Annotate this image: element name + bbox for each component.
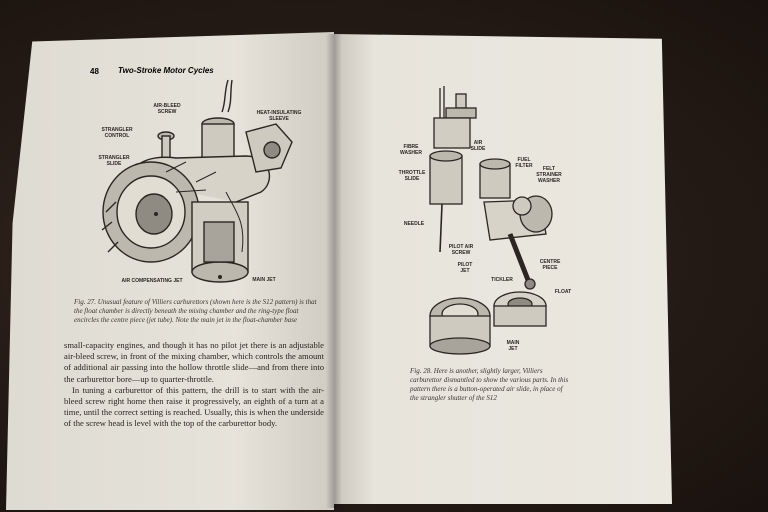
label-throttle-slide: THROTTLE SLIDE — [398, 170, 426, 182]
label-strangler-control: STRANGLER CONTROL — [101, 127, 133, 139]
label-air-slide: AIR SLIDE — [470, 140, 486, 152]
label-pilot-air-screw: PILOT AIR SCREW — [448, 244, 474, 256]
label-needle: NEEDLE — [403, 221, 425, 227]
label-fuel-filter: FUEL FILTER — [515, 157, 533, 169]
label-pilot-jet: PILOT JET — [457, 262, 473, 274]
figure-27-caption: Fig. 27. Unusual feature of Villiers carburettors (shown here is the S12 pattern) is that the float chamber is directly beneath the mixing chamber and the ring-type float encircles the centre piece (jet tube). Note the main jet in the float-chamber base — [74, 298, 317, 324]
paragraph-1: small-capacity engines, and though it has no pilot jet there is an adjustable air-bleed screw, in front of the mixing chamber, which controls the amount of additional air passing into the hollow throttle slide—and from there into the carburettor bore—up to quarter-throttle. — [64, 340, 324, 384]
paragraph-2: In tuning a carburettor of this pattern, the drill is to start with the air-bleed screw right home then raise it progressively, an eighth of a turn at a time, until the correct setting is reached. Usually, this is when the underside of the screw head is level with the top of the carburettor body. — [64, 384, 324, 429]
book-gutter — [326, 34, 342, 508]
label-fibre-washer: FIBRE WASHER — [400, 144, 422, 156]
page-number: 48 — [90, 67, 99, 76]
left-page-body-text — [64, 340, 324, 430]
label-strangler-slide: STRANGLER SLIDE — [98, 155, 130, 167]
label-felt-strainer-washer: FELT STRAINER WASHER — [536, 166, 562, 184]
label-centre-piece: CENTRE PIECE — [539, 259, 561, 271]
label-main-jet-fig28: MAIN JET — [506, 340, 520, 352]
running-title: Two-Stroke Motor Cycles — [118, 66, 214, 75]
label-air-bleed-screw: AIR-BLEED SCREW — [153, 103, 181, 115]
label-tickler: TICKLER — [491, 277, 513, 283]
figure-28-caption: Fig. 28. Here is another, slightly larger, Villiers carburettor dismantled to show the various parts. In this pattern there is a button-operated air slide, in place of the strangler shutter of the S12 — [410, 367, 569, 402]
label-float: FLOAT — [554, 289, 572, 295]
label-air-compensating-jet: AIR COMPENSATING JET — [121, 278, 183, 284]
carburettor-illustration-fig27 — [96, 72, 306, 296]
label-heat-insulating-sleeve: HEAT-INSULATING SLEEVE — [256, 110, 302, 122]
label-main-jet-fig27: MAIN JET — [252, 277, 276, 283]
